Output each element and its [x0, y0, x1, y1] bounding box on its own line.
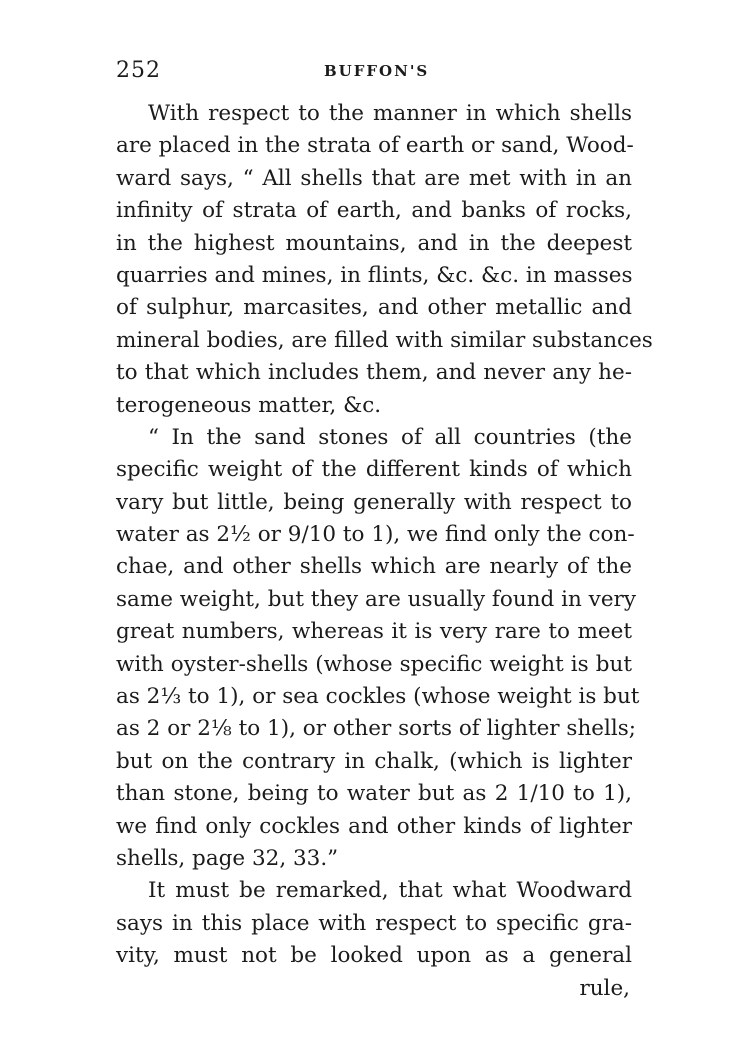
text-line: With respect to the manner in which shells	[148, 101, 632, 126]
text-line: in the highest mountains, and in the deepest	[116, 230, 632, 256]
text-line: than stone, being to water but as 2 1/10 to 1),	[116, 781, 632, 807]
text-line: terogeneous matter, &c.	[116, 392, 382, 418]
text-line: but on the contrary in chalk, (which is lighter	[116, 748, 632, 774]
text-line: to that which includes them, and never any he-	[116, 360, 632, 386]
running-title: BUFFON'S	[324, 62, 430, 80]
text-line: vary but little, being generally with respect to	[116, 489, 632, 515]
text-line: as 2 or 2⅛ to 1), or other sorts of lighter shells;	[116, 716, 637, 742]
text-line: are placed in the strata of earth or sand, Wood-	[116, 133, 634, 159]
text-line: vity, must not be looked upon as a general	[116, 943, 632, 969]
page-number: 252	[116, 58, 161, 83]
catchword: rule,	[579, 975, 630, 1001]
text-line: with oyster-shells (whose specific weight is but	[116, 651, 632, 677]
text-line: shells, page 32, 33.”	[116, 845, 339, 871]
text-line: “ In the sand stones of all countries (the	[148, 424, 632, 450]
running-head	[116, 58, 632, 88]
text-line: we find only cockles and other kinds of lighter	[116, 813, 632, 839]
text-line: chae, and other shells which are nearly of the	[116, 554, 632, 580]
text-line: as 2⅓ to 1), or sea cockles (whose weight is but	[116, 684, 640, 710]
text-line: says in this place with respect to specific gra-	[116, 910, 632, 936]
text-line: of sulphur, marcasites, and other metallic and	[116, 295, 632, 321]
text-line: infinity of strata of earth, and banks of rocks,	[116, 198, 632, 224]
text-line: same weight, but they are usually found in very	[116, 586, 636, 612]
text-line: mineral bodies, are filled with similar substances	[116, 327, 653, 353]
text-line: great numbers, whereas it is very rare to meet	[116, 619, 632, 645]
body-text	[116, 98, 653, 1005]
text-line: specific weight of the different kinds of which	[116, 457, 632, 483]
text-line: ward says, “ All shells that are met with in an	[116, 165, 632, 191]
text-line: quarries and mines, in flints, &c. &c. in masses	[116, 262, 633, 288]
text-line: water as 2½ or 9/10 to 1), we find only the con-	[116, 522, 635, 548]
text-line: It must be remarked, that what Woodward	[148, 878, 632, 904]
